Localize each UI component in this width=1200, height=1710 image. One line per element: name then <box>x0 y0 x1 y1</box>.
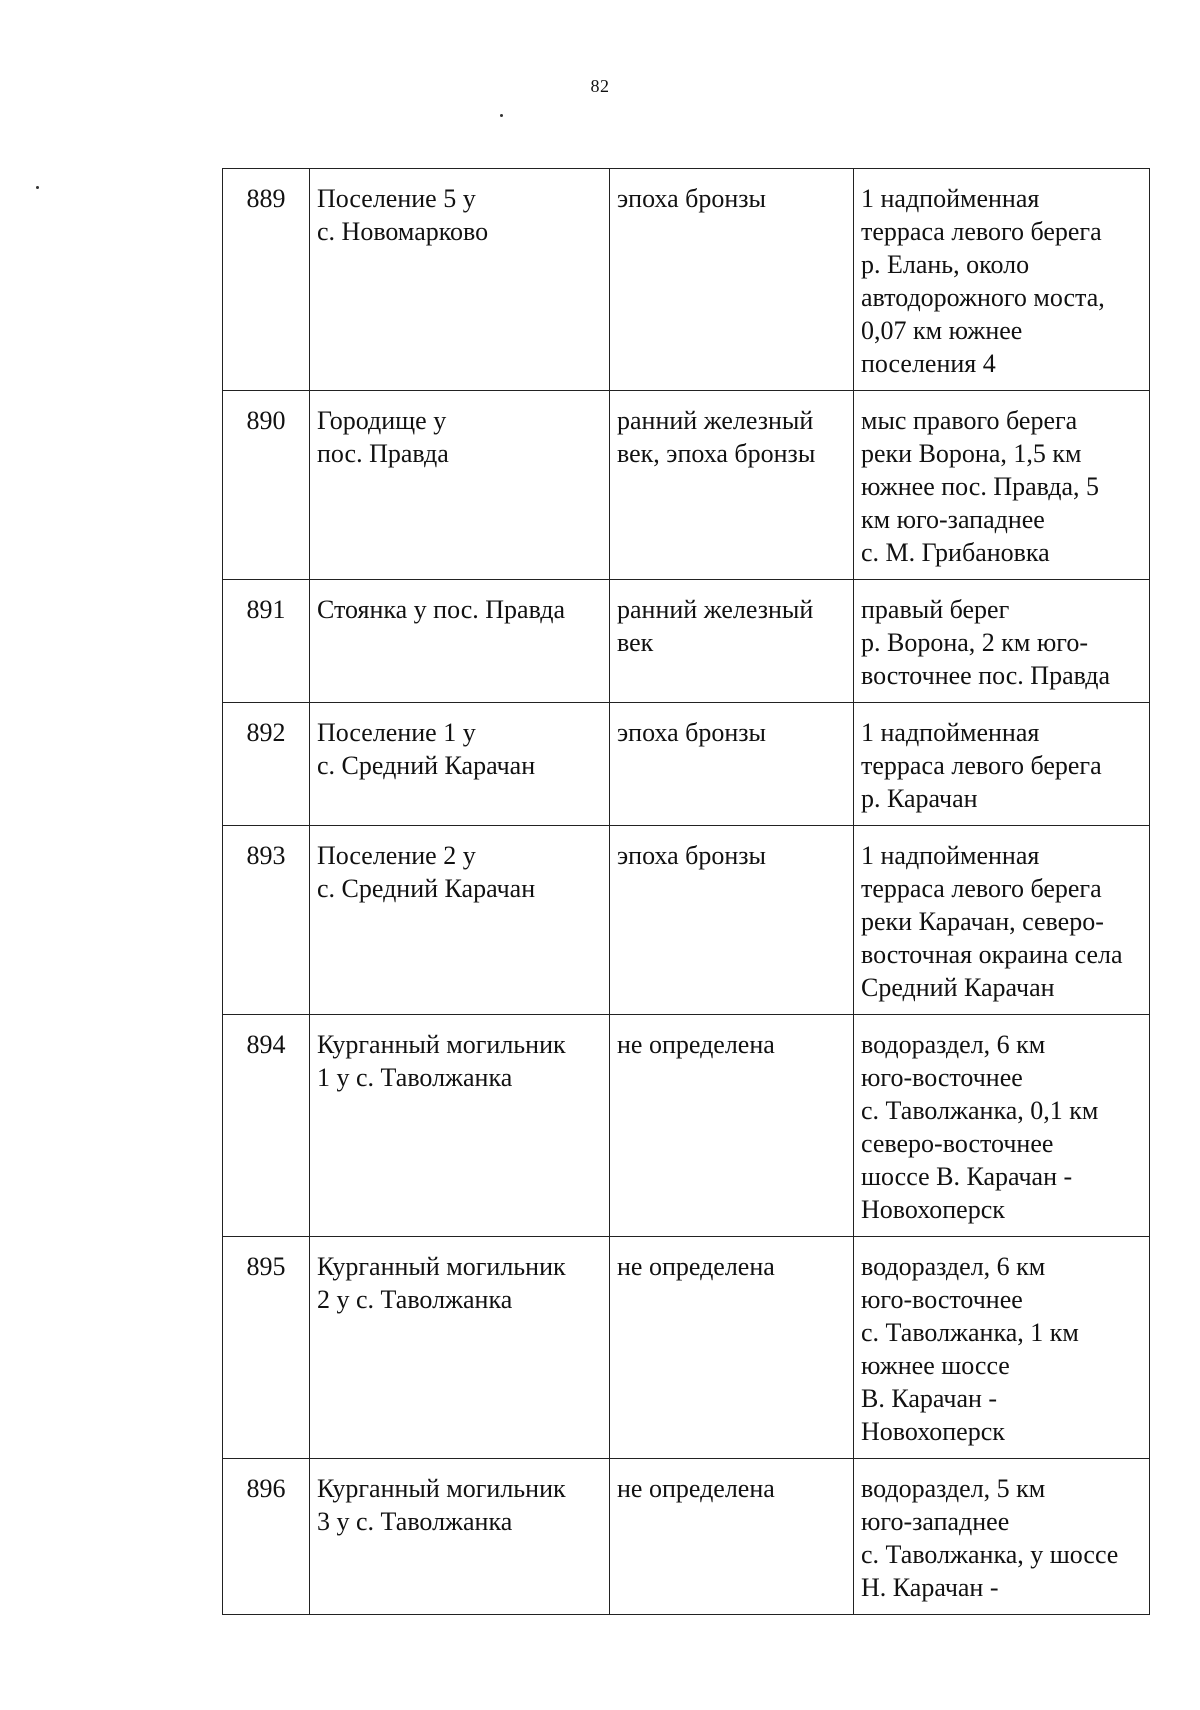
monument-dating: не определена <box>610 1015 854 1237</box>
monument-location: 1 надпойменная терраса левого берега р. Карачан <box>854 703 1150 826</box>
monument-location: водораздел, 5 км юго-западнее с. Таволжанка, у шоссе Н. Карачан - <box>854 1459 1150 1615</box>
monument-location: водораздел, 6 км юго-восточнее с. Таволжанка, 0,1 км северо-восточнее шоссе В. Карачан - Новохоперск <box>854 1015 1150 1237</box>
table-row <box>223 1459 1150 1615</box>
row-number: 892 <box>223 703 310 826</box>
table-row <box>223 826 1150 1015</box>
table-row <box>223 703 1150 826</box>
row-number: 891 <box>223 580 310 703</box>
row-number: 893 <box>223 826 310 1015</box>
monument-location: 1 надпойменная терраса левого берега р. Елань, около автодорожного моста, 0,07 км южнее поселения 4 <box>854 169 1150 391</box>
table-row <box>223 1237 1150 1459</box>
row-number: 890 <box>223 391 310 580</box>
scan-speck <box>500 114 503 117</box>
monument-location: 1 надпойменная терраса левого берега реки Карачан, северо- восточная окраина села Средний Карачан <box>854 826 1150 1015</box>
monument-dating: ранний железный век <box>610 580 854 703</box>
monument-name: Курганный могильник 1 у с. Таволжанка <box>310 1015 610 1237</box>
page-number: 82 <box>590 76 610 96</box>
monument-location: водораздел, 6 км юго-восточнее с. Таволжанка, 1 км южнее шоссе В. Карачан - Новохоперск <box>854 1237 1150 1459</box>
monument-dating: эпоха бронзы <box>610 826 854 1015</box>
monument-dating: не определена <box>610 1237 854 1459</box>
monument-name: Поселение 1 у с. Средний Карачан <box>310 703 610 826</box>
scan-speck <box>36 186 39 189</box>
monument-name: Городище у пос. Правда <box>310 391 610 580</box>
table-row <box>223 391 1150 580</box>
monument-dating: эпоха бронзы <box>610 169 854 391</box>
row-number: 896 <box>223 1459 310 1615</box>
monument-location: мыс правого берега реки Ворона, 1,5 км южнее пос. Правда, 5 км юго-западнее с. М. Грибановка <box>854 391 1150 580</box>
monument-dating: ранний железный век, эпоха бронзы <box>610 391 854 580</box>
table-row <box>223 1015 1150 1237</box>
row-number: 895 <box>223 1237 310 1459</box>
monument-location: правый берег р. Ворона, 2 км юго- восточнее пос. Правда <box>854 580 1150 703</box>
monument-name: Курганный могильник 2 у с. Таволжанка <box>310 1237 610 1459</box>
row-number: 894 <box>223 1015 310 1237</box>
monument-dating: не определена <box>610 1459 854 1615</box>
table-row <box>223 580 1150 703</box>
row-number: 889 <box>223 169 310 391</box>
monument-name: Поселение 2 у с. Средний Карачан <box>310 826 610 1015</box>
monument-name: Курганный могильник 3 у с. Таволжанка <box>310 1459 610 1615</box>
monument-dating: эпоха бронзы <box>610 703 854 826</box>
monuments-table <box>222 168 1150 1615</box>
monument-name: Стоянка у пос. Правда <box>310 580 610 703</box>
monument-name: Поселение 5 у с. Новомарково <box>310 169 610 391</box>
table-row <box>223 169 1150 391</box>
